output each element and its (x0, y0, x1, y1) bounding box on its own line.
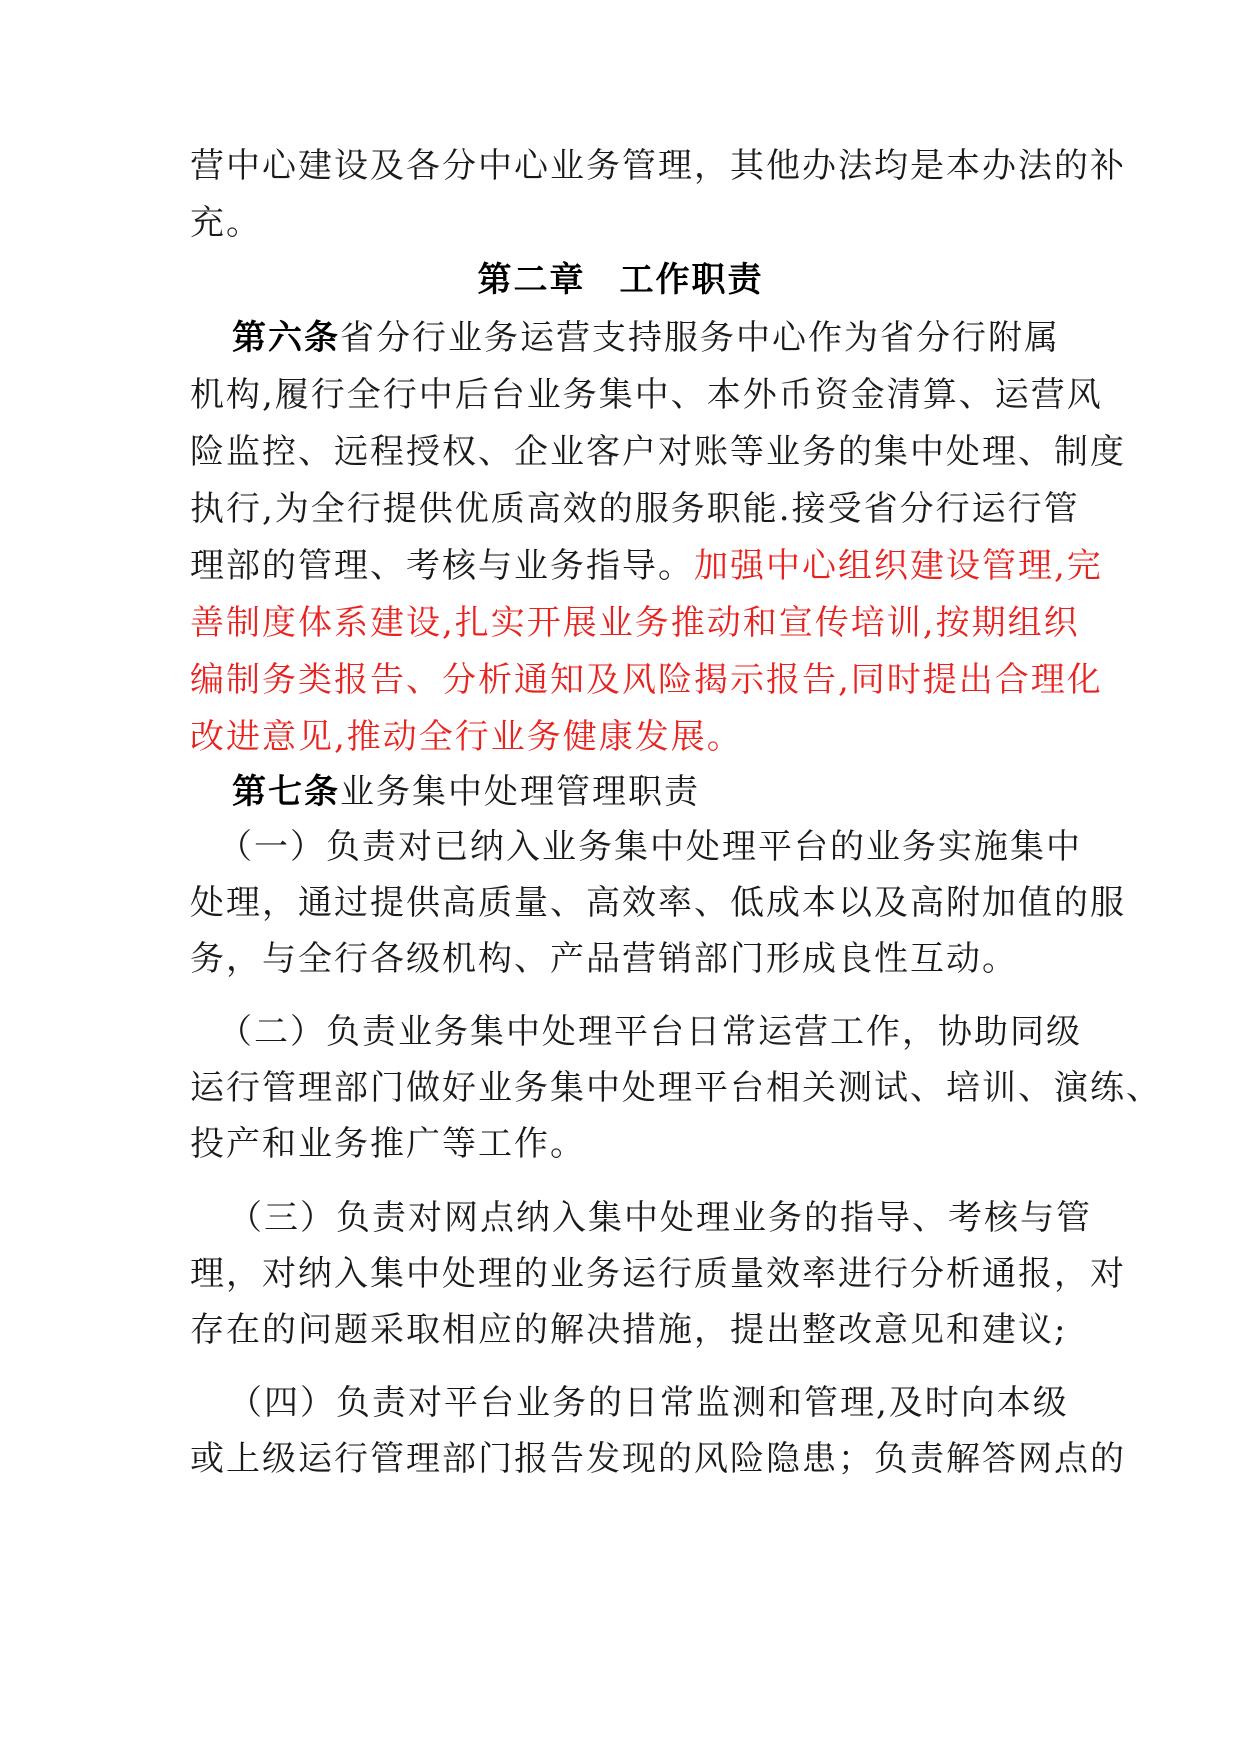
article-7-line (232, 770, 1050, 814)
article-6-highlight-line: 编制务类报告、分析通知及风险揭示报告,同时提出合理化 (190, 660, 1103, 700)
chapter-number: 第二章 (477, 260, 586, 300)
intro-line: 营中心建设及各分中心业务管理，其他办法均是本办法的补 (190, 146, 1126, 186)
article-7-item-line: 处理，通过提供高质量、高效率、低成本以及高附加值的服 (190, 883, 1126, 923)
article-6-highlight-line: 改进意见,推动全行业务健康发展。 (190, 717, 743, 757)
article-6-highlight-line: 善制度体系建设,扎实开展业务推动和宣传培训,按期组织 (190, 603, 1080, 643)
article-6-highlight: 加强中心组织建设管理,完 (694, 546, 1103, 586)
chapter-heading (0, 258, 1241, 302)
article-6-line: 险监控、远程授权、企业客户对账等业务的集中处理、制度 (190, 432, 1126, 472)
article-7-item-line: 务，与全行各级机构、产品营销部门形成良性互动。 (190, 939, 1018, 979)
article-7-item-line: 理，对纳入集中处理的业务运行质量效率进行分析通报，对 (190, 1254, 1126, 1294)
article-6-line: 机构,履行全行中后台业务集中、本外币资金清算、运营风 (190, 375, 1103, 415)
article-7-item-line: （二）负责业务集中处理平台日常运营工作，协助同级 (218, 1012, 1082, 1052)
article-6-line (232, 316, 1060, 360)
article-7-item-line: 运行管理部门做好业务集中处理平台相关测试、培训、演练、 (190, 1068, 1162, 1108)
article-6-line (190, 544, 1103, 588)
article-6-text: 理部的管理、考核与业务指导。 (190, 546, 694, 586)
article-7-item-line: 或上级运行管理部门报告发现的风险隐患；负责解答网点的 (190, 1439, 1126, 1479)
article-7-item-line: 存在的问题采取相应的解决措施，提出整改意见和建议; (190, 1310, 1068, 1350)
article-7-title: 业务集中处理管理职责 (340, 772, 700, 812)
article-7-label: 第七条 (232, 772, 340, 812)
article-6-label: 第六条 (232, 318, 340, 358)
article-7-item-line: （三）负责对网点纳入集中处理业务的指导、考核与管 (228, 1198, 1092, 1238)
article-6-text: 省分行业务运营支持服务中心作为省分行附属 (340, 318, 1060, 358)
intro-line: 充。 (190, 203, 262, 243)
article-7-item-line: 投产和业务推广等工作。 (190, 1124, 586, 1164)
article-7-item-line: （四）负责对平台业务的日常监测和管理,及时向本级 (228, 1383, 1069, 1423)
chapter-title: 工作职责 (619, 260, 764, 300)
article-6-line: 执行,为全行提供优质高效的服务职能.接受省分行运行管 (190, 489, 1080, 529)
article-7-item-line: （一）负责对已纳入业务集中处理平台的业务实施集中 (218, 827, 1082, 867)
